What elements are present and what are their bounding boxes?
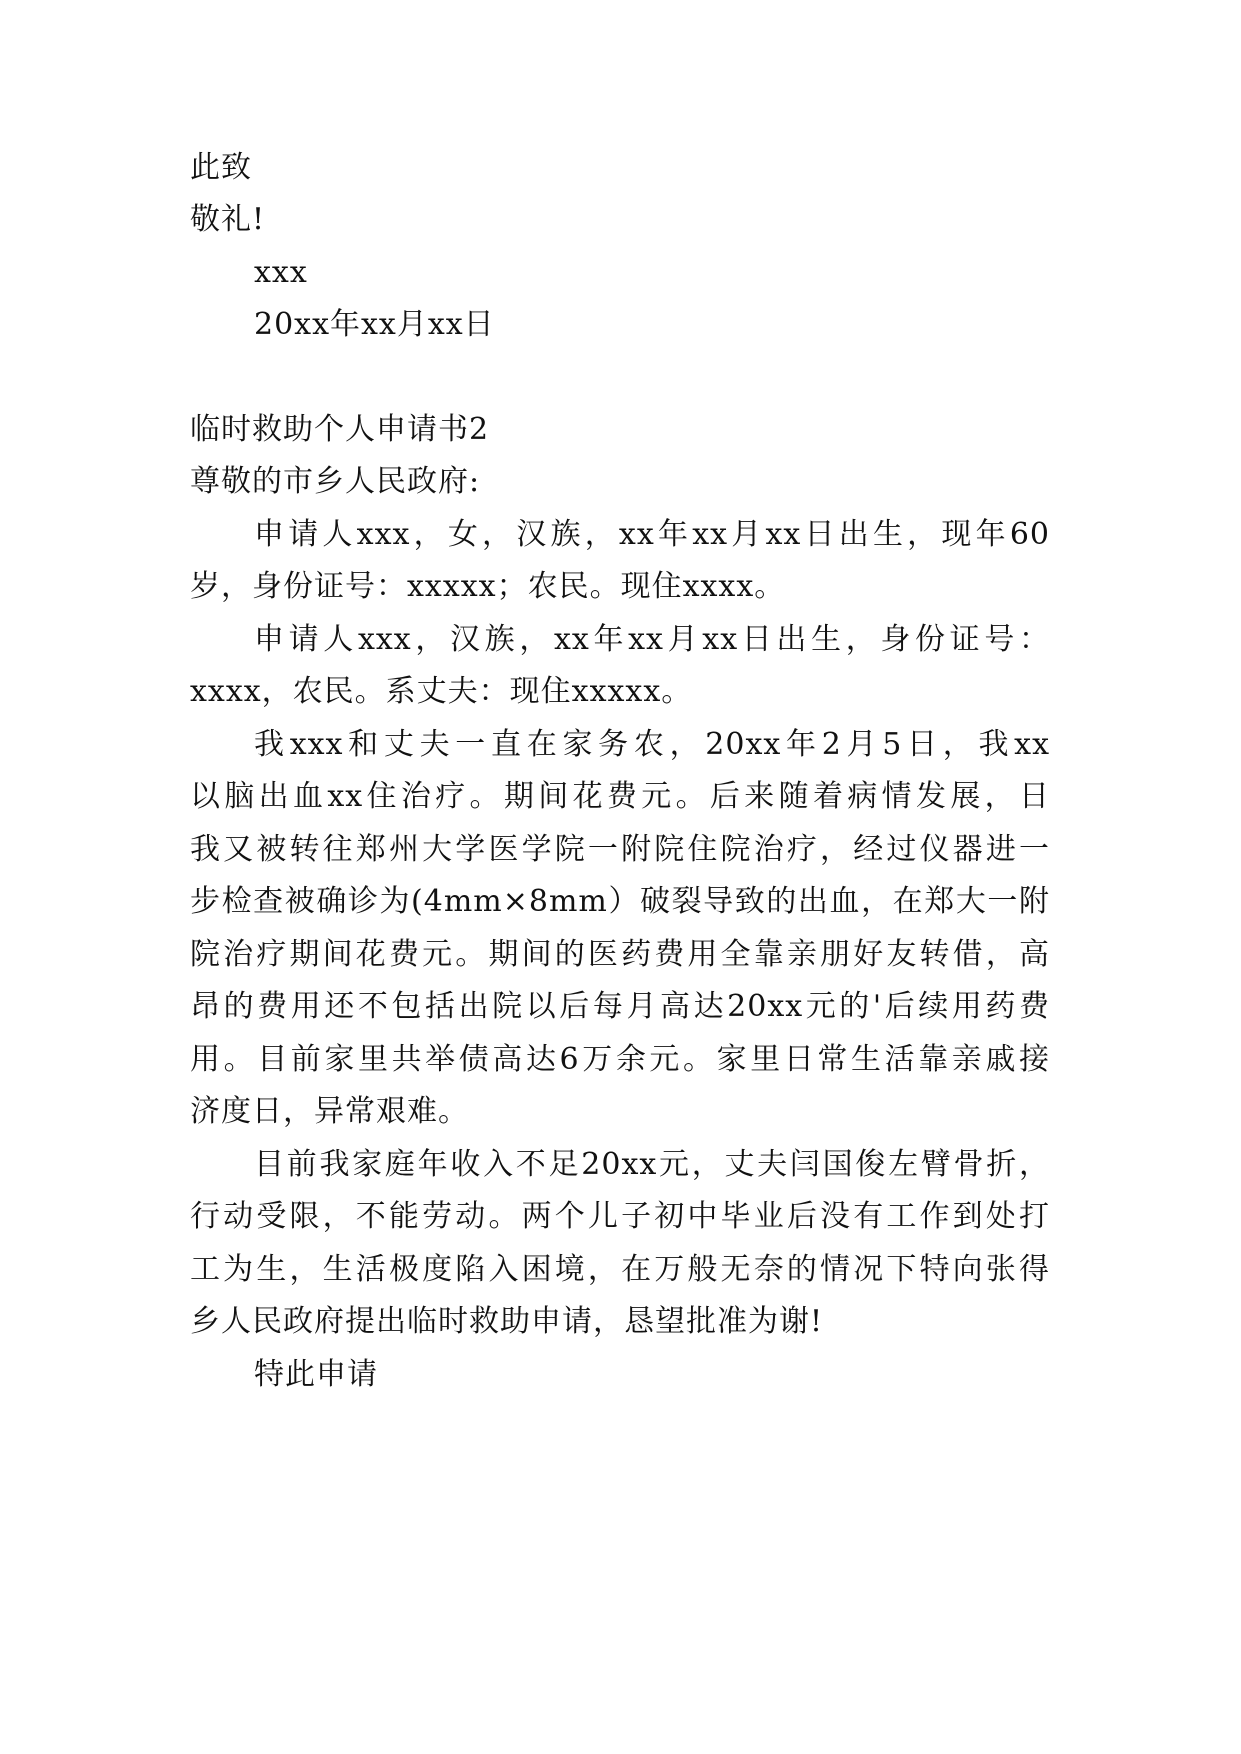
paragraph-line: 我又被转往郑州大学医学院一附院住院治疗，经过仪器进一 [190, 832, 1050, 867]
closing-request-line: 特此申请 [254, 1357, 378, 1392]
signer-name: xxx [254, 255, 308, 290]
paragraph-line: 申请人xxx，汉族，xx年xx月xx日出生，身份证号： [254, 622, 1050, 657]
paragraph-line: 济度日，异常艰难。 [190, 1094, 469, 1129]
paragraph-line: 步检查被确诊为(4mm×8mm）破裂导致的出血，在郑大一附 [190, 884, 1050, 919]
paragraph-line: 昂的费用还不包括出院以后每月高达20xx元的'后续用药费 [190, 989, 1050, 1024]
letter-salutation: 尊敬的市乡人民政府: [190, 464, 481, 499]
signature-date: 20xx年xx月xx日 [254, 307, 495, 342]
paragraph-line: 院治疗期间花费元。期间的医药费用全靠亲朋好友转借，高 [190, 937, 1050, 972]
paragraph-line: 我xxx和丈夫一直在家务农，20xx年2月5日，我xx [254, 727, 1050, 762]
letter-title: 临时救助个人申请书2 [190, 412, 490, 447]
paragraph-line: 乡人民政府提出临时救助申请，恳望批准为谢! [190, 1304, 824, 1339]
paragraph-line: 工为生，生活极度陷入困境，在万般无奈的情况下特向张得 [190, 1252, 1050, 1287]
closing-line-2: 敬礼! [190, 202, 266, 237]
paragraph-line: 岁，身份证号：xxxxx；农民。现住xxxx。 [190, 569, 786, 604]
paragraph-line: 申请人xxx，女，汉族，xx年xx月xx日出生，现年60 [254, 517, 1050, 552]
paragraph-line: 以脑出血xx住治疗。期间花费元。后来随着病情发展，日 [190, 779, 1050, 814]
paragraph-line: 行动受限，不能劳动。两个儿子初中毕业后没有工作到处打 [190, 1199, 1050, 1234]
paragraph-line: 目前我家庭年收入不足20xx元，丈夫闫国俊左臂骨折， [254, 1147, 1050, 1182]
paragraph-line: xxxx，农民。系丈夫：现住xxxxx。 [190, 674, 693, 709]
closing-line-1: 此致 [190, 150, 252, 185]
paragraph-line: 用。目前家里共举债高达6万余元。家里日常生活靠亲戚接 [190, 1042, 1050, 1077]
